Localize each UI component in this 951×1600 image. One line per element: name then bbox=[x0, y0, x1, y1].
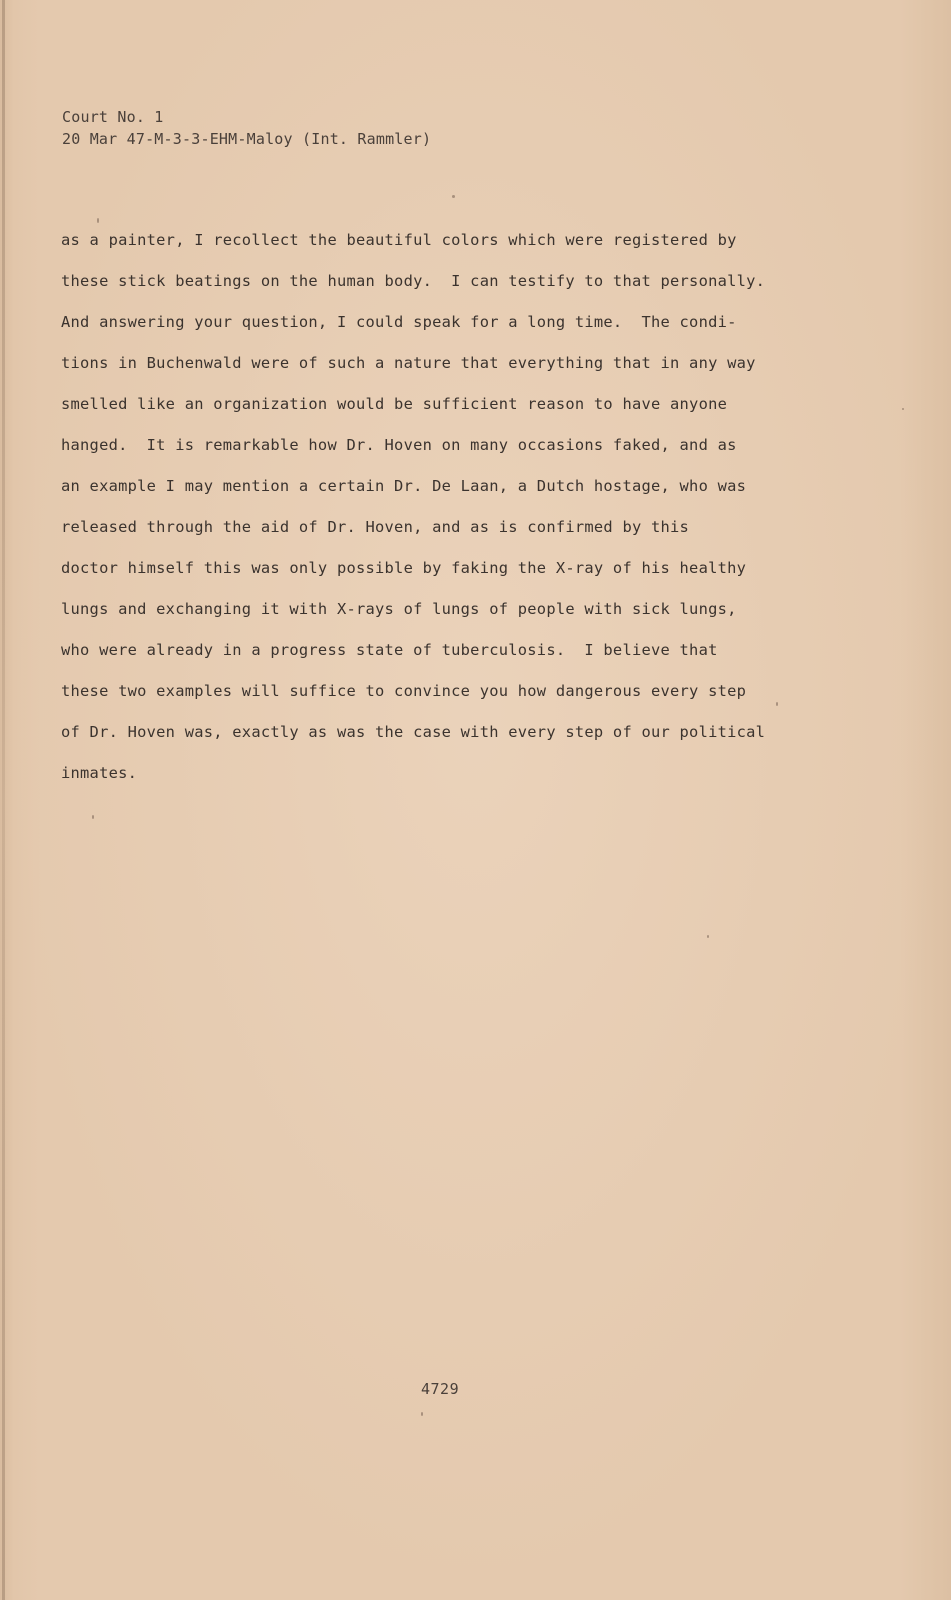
text-line: these two examples will suffice to convince you how dangerous every step bbox=[61, 682, 747, 700]
document-header bbox=[62, 106, 431, 150]
session-reference: 20 Mar 47-M-3-3-EHM-Maloy (Int. Rammler) bbox=[62, 130, 432, 148]
text-line: who were already in a progress state of tuberculosis. I believe that bbox=[61, 641, 718, 659]
text-line: lungs and exchanging it with X-rays of lungs of people with sick lungs, bbox=[61, 600, 737, 618]
paper-speck bbox=[97, 218, 99, 223]
text-line: doctor himself this was only possible by faking the X-ray of his healthy bbox=[61, 559, 747, 577]
paper-speck bbox=[707, 935, 709, 938]
text-line: of Dr. Hoven was, exactly as was the case with every step of our political bbox=[61, 723, 766, 741]
text-line: hanged. It is remarkable how Dr. Hoven on many occasions faked, and as bbox=[61, 436, 737, 454]
paper-speck bbox=[92, 815, 94, 819]
paper-speck bbox=[421, 1412, 423, 1416]
court-number: Court No. 1 bbox=[62, 108, 164, 126]
text-line: smelled like an organization would be sufficient reason to have anyone bbox=[61, 395, 728, 413]
page-edge-shadow bbox=[2, 0, 5, 1600]
text-line: an example I may mention a certain Dr. De Laan, a Dutch hostage, who was bbox=[61, 477, 747, 495]
page-number: 4729 bbox=[421, 1380, 460, 1398]
text-line: tions in Buchenwald were of such a nature that everything that in any way bbox=[61, 354, 756, 372]
paper-speck bbox=[776, 702, 778, 706]
text-line: these stick beatings on the human body. I can testify to that personally. bbox=[61, 272, 766, 290]
text-line: inmates. bbox=[61, 764, 138, 782]
text-line: released through the aid of Dr. Hoven, and as is confirmed by this bbox=[61, 518, 690, 536]
text-line: as a painter, I recollect the beautiful colors which were registered by bbox=[61, 231, 737, 249]
testimony-text bbox=[61, 230, 881, 804]
text-line: And answering your question, I could speak for a long time. The condi- bbox=[61, 313, 737, 331]
paper-speck bbox=[452, 195, 455, 198]
paper-speck bbox=[902, 408, 904, 410]
